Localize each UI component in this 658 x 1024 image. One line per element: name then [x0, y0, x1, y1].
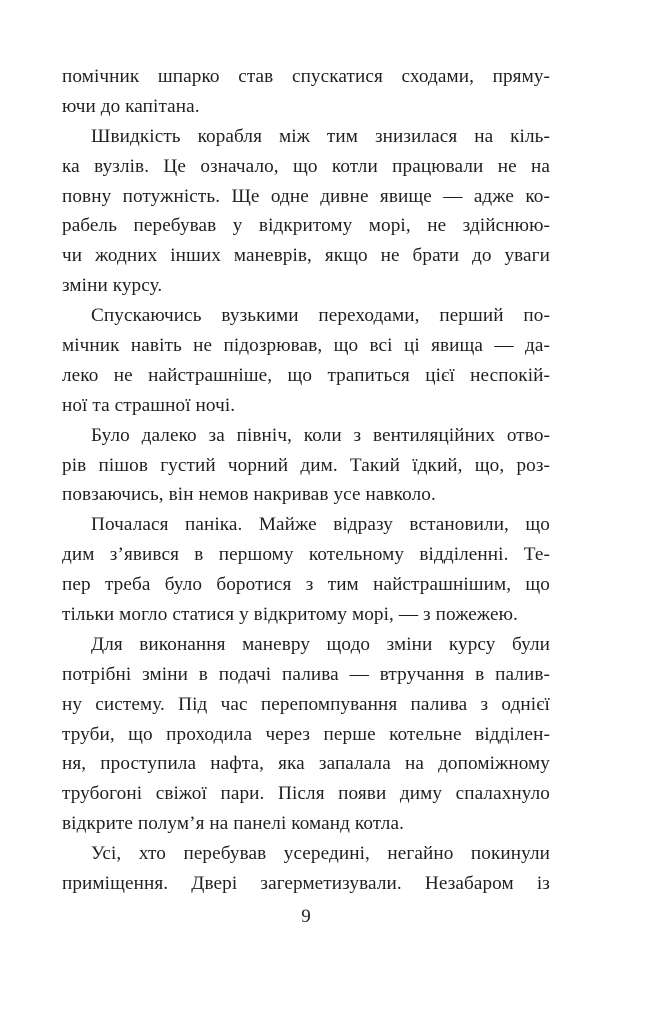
- text-line: Усі, хто перебував усередині, негайно покинули: [91, 843, 550, 865]
- text-line: пер треба було боротися з тим найстрашнішим, що: [62, 574, 550, 596]
- text-line: трубогоні свіжої пари. Після появи диму спалахнуло: [62, 783, 550, 805]
- text-line: Для виконання маневру щодо зміни курсу були: [91, 633, 550, 655]
- text-line: труби, що проходила через перше котельне відділен-: [62, 723, 550, 745]
- text-line: леко не найстрашніше, що трапиться цієї неспокій-: [62, 364, 550, 386]
- text-line: повну потужність. Ще одне дивне явище — адже ко-: [62, 185, 550, 207]
- text-line: рів пішов густий чорний дим. Такий їдкий, що, роз-: [62, 454, 550, 476]
- text-line: Спускаючись вузькими переходами, перший по-: [91, 305, 550, 327]
- text-line: Швидкість корабля між тим знизилася на кіль-: [91, 125, 550, 147]
- text-line: приміщення. Двері загерметизували. Незабаром із: [62, 873, 550, 895]
- text-line: ної та страшної ночі.: [62, 394, 236, 416]
- text-line: помічник шпарко став спускатися сходами, пряму-: [62, 66, 550, 87]
- text-line: Почалася паніка. Майже відразу встановили, що: [91, 514, 550, 536]
- text-line: Було далеко за північ, коли з вентиляційних отво-: [91, 424, 550, 446]
- text-line: чи жодних інших маневрів, якщо не брати до уваги: [62, 245, 550, 267]
- text-line: повзаючись, він немов накривав усе навколо.: [62, 484, 436, 506]
- text-line: ну систему. Під час перепомпування палива з однієї: [62, 693, 550, 715]
- text-line: тільки могло статися у відкритому морі, — з пожежею.: [62, 604, 518, 626]
- text-line: відкрите полум’я на панелі команд котла.: [62, 813, 404, 835]
- text-line: ка вузлів. Це означало, що котли працювали не на: [62, 155, 550, 177]
- text-line: дим з’явився в першому котельному відділенні. Те-: [62, 544, 550, 566]
- body-text: [62, 62, 550, 899]
- page-number: 9: [301, 906, 311, 927]
- text-line: потрібні зміни в подачі палива — втручання в палив-: [62, 663, 550, 685]
- text-line: рабель перебував у відкритому морі, не здійснюю-: [62, 215, 550, 237]
- text-line: ня, проступила нафта, яка запалала на допоміжному: [62, 753, 550, 775]
- text-line: ючи до капітана.: [62, 95, 200, 117]
- text-line: мічник навіть не підозрював, що всі ці явища — да-: [62, 335, 550, 357]
- text-line: зміни курсу.: [62, 275, 163, 297]
